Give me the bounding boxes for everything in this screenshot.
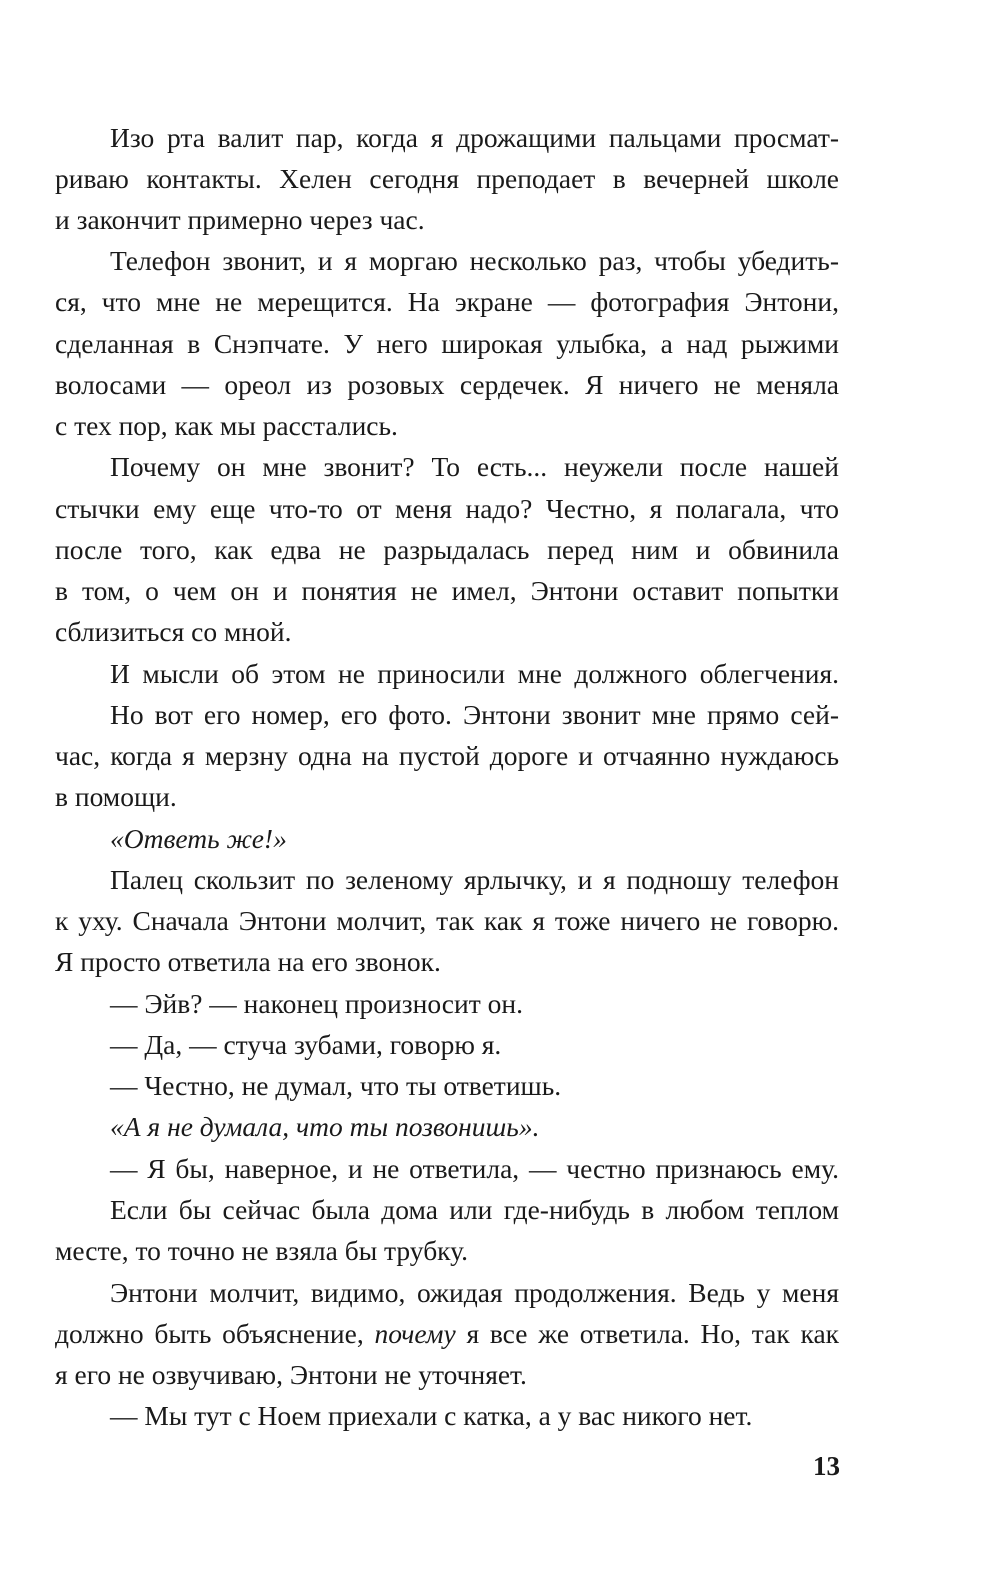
text-line: в том, о чем он и понятия не имел, Энтони оставит попытки [55, 575, 839, 606]
text-line-italic: «А я не думала, что ты позвонишь». [110, 1111, 540, 1142]
text-line: Палец скользит по зеленому ярлычку, и я подношу телефон [110, 864, 839, 895]
text-segment: должно быть объяснение, [55, 1318, 375, 1349]
text-line: сблизиться со мной. [55, 616, 292, 647]
text-line: Энтони молчит, видимо, ожидая продолжения. Ведь у меня [110, 1277, 839, 1308]
text-line: ся, что мне не мерещится. На экране — фотография Энтони, [55, 286, 839, 317]
text-line: к уху. Сначала Энтони молчит, так как я тоже ничего не говорю. [55, 905, 839, 936]
text-line: И мысли об этом не приносили мне должного облегчения. [110, 658, 839, 689]
text-line: — Эйв? — наконец произносит он. [110, 988, 523, 1019]
text-line: Но вот его номер, его фото. Энтони звонит мне прямо сей- [110, 699, 839, 730]
text-line: Я просто ответила на его звонок. [55, 946, 441, 977]
text-line: — Я бы, наверное, и не ответила, — честно признаюсь ему. [110, 1153, 839, 1184]
text-line: волосами — ореол из розовых сердечек. Я ничего не меняла [55, 369, 839, 400]
text-line: — Мы тут с Ноем приехали с катка, а у вас никого нет. [110, 1400, 753, 1431]
text-line: стычки ему еще что-то от меня надо? Честно, я полагала, что [55, 493, 839, 524]
text-line: месте, то точно не взяла бы трубку. [55, 1235, 469, 1266]
text-line: я его не озвучиваю, Энтони не уточняет. [55, 1359, 527, 1390]
text-segment: я все же ответила. Но, так как [455, 1318, 840, 1349]
text-line: риваю контакты. Хелен сегодня преподает в вечерней школе [55, 163, 839, 194]
text-line: — Да, — стуча зубами, говорю я. [110, 1029, 502, 1060]
text-line: с тех пор, как мы расстались. [55, 410, 398, 441]
text-line: Если бы сейчас была дома или где-нибудь в любом теплом [110, 1194, 839, 1225]
text-emphasis: почему [374, 1318, 456, 1349]
text-line: Телефон звонит, и я моргаю несколько раз, чтобы убедить- [110, 245, 839, 276]
page-number: 13 [813, 1451, 840, 1481]
text-line: час, когда я мерзну одна на пустой дороге и отчаянно нуждаюсь [55, 740, 839, 771]
text-line [55, 1313, 839, 1355]
text-line: Почему он мне звонит? То есть... неужели после нашей [110, 451, 839, 482]
text-line: Изо рта валит пар, когда я дрожащими пальцами просмат- [110, 122, 839, 153]
text-line: — Честно, не думал, что ты ответишь. [110, 1070, 562, 1101]
text-line: сделанная в Снэпчате. У него широкая улыбка, а над рыжими [55, 328, 839, 359]
text-line: в помощи. [55, 781, 177, 812]
text-line-italic: «Ответь же!» [110, 823, 287, 854]
text-line: и закончит примерно через час. [55, 204, 425, 235]
text-line: после того, как едва не разрыдалась перед ним и обвинила [55, 534, 839, 565]
